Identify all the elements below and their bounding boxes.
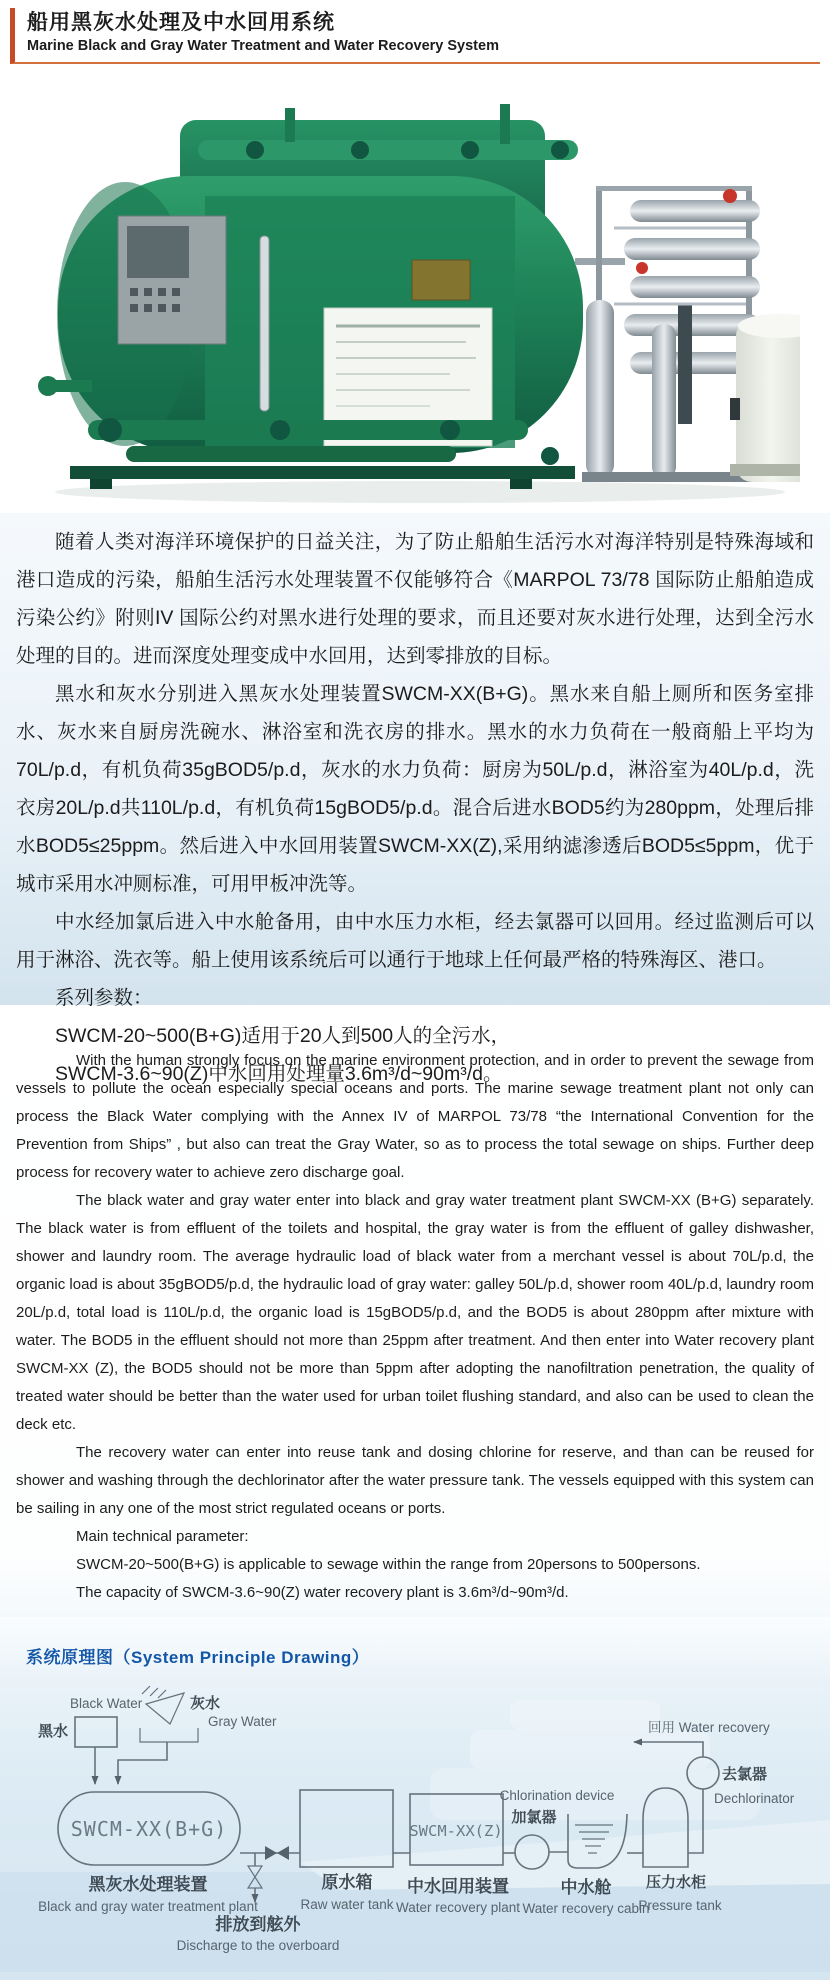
name-plate: [412, 260, 470, 300]
sight-glass: [260, 236, 269, 411]
page-title-cn: 船用黑灰水处理及中水回用系统: [27, 11, 335, 34]
treatment-plant-label-cn: 黑灰水处理装置: [88, 1875, 208, 1894]
diagram-heading: 系统原理图（System Principle Drawing）: [26, 1648, 370, 1667]
black-water-source: [38, 1696, 143, 1784]
diagram-section: [0, 1617, 830, 1980]
en-main-parameter-2: The capacity of SWCM-3.6~90(Z) water recovery plant is 3.6m³/d~90m³/d.: [76, 1584, 569, 1601]
filtration-skid: [582, 186, 760, 482]
control-panel: [118, 216, 226, 344]
raw-water-tank-label-cn: 原水箱: [321, 1873, 373, 1892]
recovery-flow-label: 回用 Water recovery: [648, 1720, 770, 1735]
black-water-label-cn: 黑水: [38, 1723, 69, 1740]
gray-water-trough: [140, 1728, 198, 1742]
recovery-plant-label-cn: 中水回用装置: [407, 1877, 509, 1896]
cn-series-parameter-1: SWCM-20~500(B+G)适用于20人到500人的全污水，: [55, 1025, 511, 1047]
treatment-plant-label-en: Black and gray water treatment plant: [38, 1899, 258, 1914]
dechlorinator-label-cn: 去氯器: [722, 1766, 768, 1783]
recovery-plant-label-en: Water recovery plant: [395, 1900, 521, 1915]
raw-water-tank-shape: [300, 1790, 393, 1867]
cn-paragraph-3: 中水经加氯后进入中水舱备用，由中水压力水柜，经去氯器可以回用。经过监测后可以用于淋浴、洗衣等。船上使用该系统后可以通行于地球上任何最严格的特殊海区、港口。: [16, 911, 814, 971]
treatment-plant-code: SWCM-XX(B+G): [70, 1817, 228, 1841]
green-sewage-plant: [38, 104, 583, 489]
system-principle-diagram: [0, 1672, 830, 1972]
black-water-box: [75, 1717, 117, 1747]
photo-shadow: [55, 481, 785, 503]
en-paragraph-1: With the human strongly focus on the marine environment protection, and in order to prevent the sewage from vessels to pollute the ocean especially special oceans and ports. The marine sewage treatment plant not only can process the Black Water complying with the Annex IV of MARPOL 73/78 “the International Convention for the Prevention from Ships” , but also can treat the Gray Water, so as to process the total sewage on ships. Further deep process for recovery water to achieve zero discharge goal.: [16, 1052, 814, 1181]
raw-water-tank-label-en: Raw water tank: [300, 1897, 394, 1912]
en-paragraph-2: The black water and gray water enter into black and gray water treatment plant SWCM-XX (B+G) separately. The black water is from effluent of the toilets and hospital, the gray water is from the effluent of galley dishwasher, shower and laundry room. The average hydraulic load of black water from a merchant vessel is about 70L/p.d, the organic load is about 35gBOD5/p.d, the hydraulic load of gray water: galley 50L/p.d, shower room 40L/p.d, laundry room 20L/p.d, total load is 110L/p.d, the organic load is 15gBOD5/p.d, and the BOD5 is about 280ppm after mixture with water. The BOD5 in the effluent should not more than 25ppm after treatment. And then enter into Water recovery plant SWCM-XX (Z), the BOD5 should not be more than 5ppm after adopting the nanofiltration penetration, the quality of treated water should be better than the water used for urban toilet flushing standard, and also can be used to clean the deck etc.: [16, 1192, 814, 1433]
dechlorinator-label-en: Dechlorinator: [714, 1791, 795, 1806]
en-paragraph-3: The recovery water can enter into reuse tank and dosing chlorine for reserve, and than can be reused for shower and washing through the dechlorinator after the water pressure tank. The vessels equipped with this system can be sailing in any one of the most strict regulated oceans or ports.: [16, 1444, 814, 1517]
black-water-label-en: Black Water: [70, 1696, 143, 1711]
en-main-parameter-label: Main technical parameter:: [76, 1528, 249, 1545]
cn-paragraph-2: 黑水和灰水分别进入黑灰水处理装置SWCM-XX(B+G)。黑水来自船上厕所和医务室排水、灰水来自厨房洗碗水、淋浴室和洗衣房的排水。黑水的水力负荷在一般商船上平均为70L/p.d，有机负荷35gBOD5/p.d，灰水的水力负荷：厨房为50L/p.d，淋浴室为40L/p.d，洗衣房20L/p.d共110L/p.d，有机负荷15gBOD5/p.d。混合后进水BOD5约为280ppm，处理后排水BOD5≤25ppm。然后进入中水回用装置SWCM-XX(Z),采用纳滤渗透后BOD5≤5ppm，优于城市采用水冲厕标准，可用甲板冲洗等。: [16, 683, 814, 895]
valve-icon: [265, 1846, 277, 1860]
recovery-cabin-label-en: Water recovery cabin: [522, 1901, 650, 1916]
chlorination-label-en: Chlorination device: [499, 1788, 615, 1803]
chlorination-label-cn: 加氯器: [511, 1809, 557, 1826]
pressure-tank-label-en: Pressure tank: [638, 1898, 722, 1913]
cn-series-parameter-2: SWCM-3.6~90(Z)中水回用处理量3.6m³/d~90m³/d。: [55, 1063, 503, 1085]
pressure-tank-label-cn: 压力水柜: [645, 1874, 707, 1891]
discharge-label-en: Discharge to the overboard: [176, 1938, 340, 1953]
gray-water-label-cn: 灰水: [190, 1695, 221, 1712]
gray-water-funnel-icon: [146, 1693, 184, 1724]
english-description: [0, 1005, 830, 1617]
white-dosing-tank: [730, 314, 800, 482]
discharge-label-cn: 排放到舷外: [215, 1915, 301, 1934]
chinese-description: [0, 513, 830, 1085]
page-title-en: Marine Black and Gray Water Treatment and Water Recovery System: [27, 38, 499, 54]
page-header: [10, 8, 820, 64]
recovery-cabin-label-cn: 中水舱: [560, 1878, 612, 1897]
cn-paragraph-1: 随着人类对海洋环境保护的日益关注，为了防止船舶生活污水对海洋特别是特殊海域和港口造成的污染，船舶生活污水处理装置不仅能够符合《MARPOL 73/78 国际防止船舶造成污染公约》附则IV 国际公约对黑水进行处理的要求，而且还要对灰水进行处理，达到全污水处理的目的。进而深度处理变成中水回用，达到零排放的目标。: [16, 531, 814, 667]
valve-icon: [277, 1846, 289, 1860]
recovery-plant-code: SWCM-XX(Z): [409, 1822, 503, 1840]
en-main-parameter-1: SWCM-20~500(B+G) is applicable to sewage within the range from 20persons to 500persons.: [76, 1556, 701, 1573]
cn-series-parameters-label: 系列参数：: [55, 987, 153, 1009]
product-photo: [0, 64, 830, 513]
treatment-plant-photo-illustration: [30, 68, 800, 508]
gray-water-label-en: Gray Water: [208, 1714, 277, 1729]
